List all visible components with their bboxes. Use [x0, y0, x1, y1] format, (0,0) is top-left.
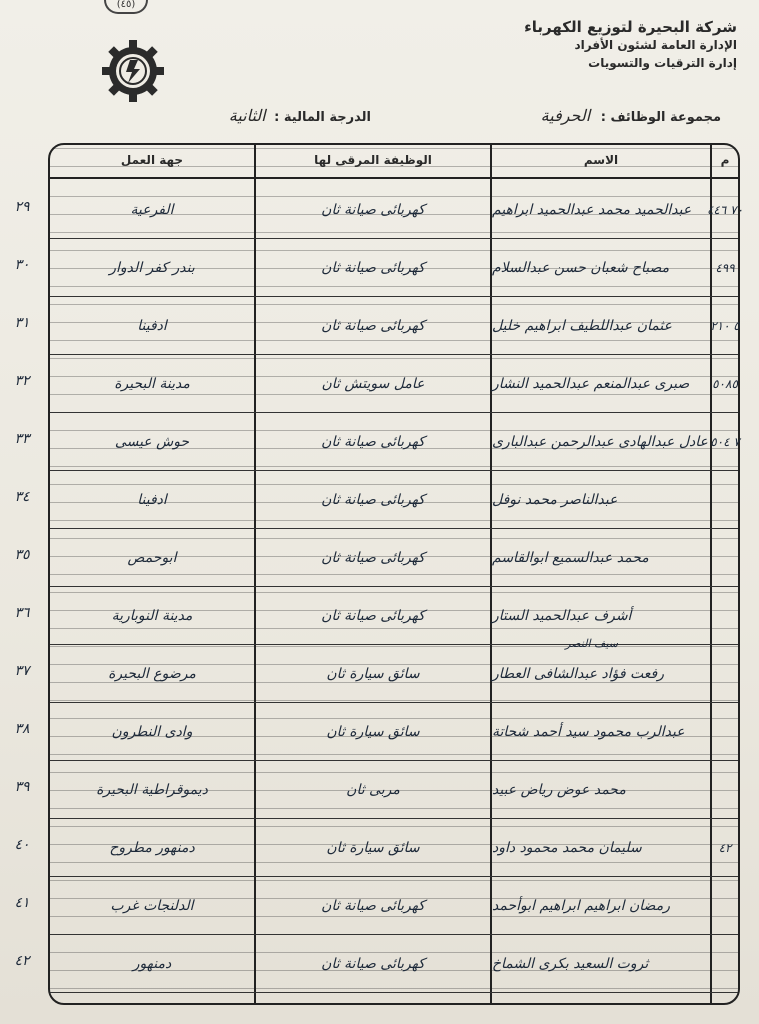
- margin-number: ٣٠: [14, 257, 30, 273]
- table-row: [50, 529, 738, 587]
- cell-serial: ٧ ٥٠٤: [710, 435, 740, 449]
- cell-name: أشرف عبدالحميد الستار: [492, 608, 632, 624]
- table-row: [50, 413, 738, 471]
- job-group-label: مجموعة الوظائف :: [600, 110, 721, 125]
- cell-job: سائق سيارة ثان: [326, 666, 420, 682]
- cell-serial: ٤٢: [718, 841, 732, 855]
- cell-job: سائق سيارة ثان: [326, 840, 420, 856]
- margin-number: ٣٤: [14, 489, 30, 505]
- cell-serial: [712, 645, 738, 703]
- table-row: [50, 935, 738, 993]
- company-name: شركة البحيرة لتوزيع الكهرباء: [524, 18, 737, 36]
- cell-job: كهربائى صيانة ثان: [321, 318, 425, 334]
- cell-name: محمد عوض رياض عبيد: [492, 782, 626, 798]
- table-row: [50, 297, 738, 355]
- section-name: إدارة الترقيات والتسويات: [588, 56, 737, 70]
- cell-name: صبرى عبدالمنعم عبدالحميد النشار: [492, 376, 690, 392]
- cell-name: عبدالناصر محمد نوفل: [492, 492, 618, 508]
- cell-serial: ٧٠ ٤٤٦: [706, 203, 744, 217]
- cell-job: كهربائى صيانة ثان: [321, 898, 425, 914]
- company-gear-logo-icon: [100, 38, 166, 104]
- margin-number: ٣٢: [14, 373, 30, 389]
- table-row: [50, 877, 738, 935]
- cell-name: ثروت السعيد بكرى الشماخ: [492, 956, 649, 972]
- name-annotation: سيف النصر: [565, 637, 618, 650]
- margin-number: ٣٧: [14, 663, 30, 679]
- cell-serial: [712, 703, 738, 761]
- cell-workplace: بندر كفر الدوار: [109, 260, 195, 276]
- cell-job: كهربائى صيانة ثان: [321, 956, 425, 972]
- margin-number: ٣٣: [14, 431, 30, 447]
- cell-name: رفعت فؤاد عبدالشافى العطار: [492, 666, 664, 682]
- cell-serial: [712, 587, 738, 645]
- margin-number: ٣٥: [14, 547, 30, 563]
- header-name: الاسم: [492, 145, 710, 179]
- margin-number: ٣٨: [14, 721, 30, 737]
- table-row: [50, 587, 738, 645]
- cell-serial: [712, 529, 738, 587]
- cell-job: كهربائى صيانة ثان: [321, 260, 425, 276]
- header-serial: م: [712, 145, 738, 179]
- job-group-value: الحرفية: [540, 106, 591, 125]
- cell-name: عثمان عبداللطيف ابراهيم خليل: [492, 318, 672, 334]
- cell-workplace: مرضوع البحيرة: [108, 666, 196, 682]
- cell-serial: ٥٠٨٥: [712, 377, 738, 391]
- letterhead: [487, 18, 737, 72]
- cell-job: عامل سويتش ثان: [321, 376, 425, 392]
- cell-workplace: حوش عيسى: [114, 434, 190, 450]
- cell-name: محمد عبدالسميع ابوالقاسم: [492, 550, 649, 566]
- cell-workplace: ابوحمص: [127, 550, 177, 566]
- cell-workplace: ديموقراطية البحيرة: [96, 782, 208, 798]
- header-workplace: جهة العمل: [50, 145, 254, 179]
- table-row: [50, 703, 738, 761]
- margin-number: ٣٦: [14, 605, 30, 621]
- cell-workplace: ادفينا: [137, 318, 167, 334]
- financial-grade-label: الدرجة المالية :: [274, 110, 371, 125]
- cell-job: كهربائى صيانة ثان: [321, 550, 425, 566]
- cell-job: سائق سيارة ثان: [326, 724, 420, 740]
- table-row: [50, 355, 738, 413]
- cell-name: عادل عبدالهادى عبدالرحمن عبدالبارى: [492, 434, 708, 450]
- header-job: الوظيفة المرقى لها: [256, 145, 490, 179]
- cell-serial: ٥ ٢١٠: [710, 319, 740, 333]
- cell-name: مصباح شعبان حسن عبدالسلام: [492, 260, 670, 276]
- cell-name: رمضان ابراهيم ابراهيم ابوأحمد: [492, 898, 670, 914]
- cell-job: كهربائى صيانة ثان: [321, 434, 425, 450]
- margin-number: ٤٠: [14, 837, 30, 853]
- cell-workplace: مدينة النوبارية: [111, 608, 193, 624]
- department-name: الإدارة العامة لشئون الأفراد: [574, 38, 737, 52]
- cell-workplace: وادى النطرون: [111, 724, 193, 740]
- margin-number: ٣٩: [14, 779, 30, 795]
- table-row: [50, 181, 744, 239]
- cell-workplace: الدلنجات غرب: [110, 898, 194, 914]
- cell-job: مربى ثان: [346, 782, 400, 798]
- cell-serial: ٤٩٩: [715, 261, 735, 275]
- cell-serial: [712, 471, 738, 529]
- cell-serial: [712, 935, 738, 993]
- cell-serial: [712, 877, 738, 935]
- cell-name: عبدالحميد محمد عبدالحميد ابراهيم: [492, 202, 692, 218]
- row-divider: [50, 992, 738, 993]
- cell-name: سليمان محمد محمود داود: [492, 840, 642, 856]
- table-row: [50, 239, 738, 297]
- cell-serial: [712, 761, 738, 819]
- margin-number: ٣١: [14, 315, 30, 331]
- job-group: [541, 106, 721, 125]
- table-row: [50, 819, 738, 877]
- table-row: [50, 637, 738, 703]
- cell-job: كهربائى صيانة ثان: [321, 608, 425, 624]
- cell-name: عبدالرب محمود سيد أحمد شحاتة: [492, 724, 685, 740]
- cell-workplace: دمنهور: [132, 956, 172, 972]
- margin-number: ٤٢: [14, 953, 30, 969]
- cell-job: كهربائى صيانة ثان: [321, 202, 425, 218]
- table-row: [50, 471, 738, 529]
- page-number: (٤٥): [104, 0, 148, 14]
- cell-workplace: ادفينا: [137, 492, 167, 508]
- margin-number: ٤١: [14, 895, 30, 911]
- cell-workplace: الفرعية: [130, 202, 174, 218]
- cell-workplace: مدينة البحيرة: [114, 376, 190, 392]
- cell-job: كهربائى صيانة ثان: [321, 492, 425, 508]
- margin-number: ٢٩: [14, 199, 30, 215]
- financial-grade-value: الثانية: [228, 106, 266, 125]
- promotion-table: [48, 143, 744, 1005]
- table-row: [50, 761, 738, 819]
- cell-workplace: دمنهور مطروح: [109, 840, 195, 856]
- financial-grade: [229, 106, 371, 125]
